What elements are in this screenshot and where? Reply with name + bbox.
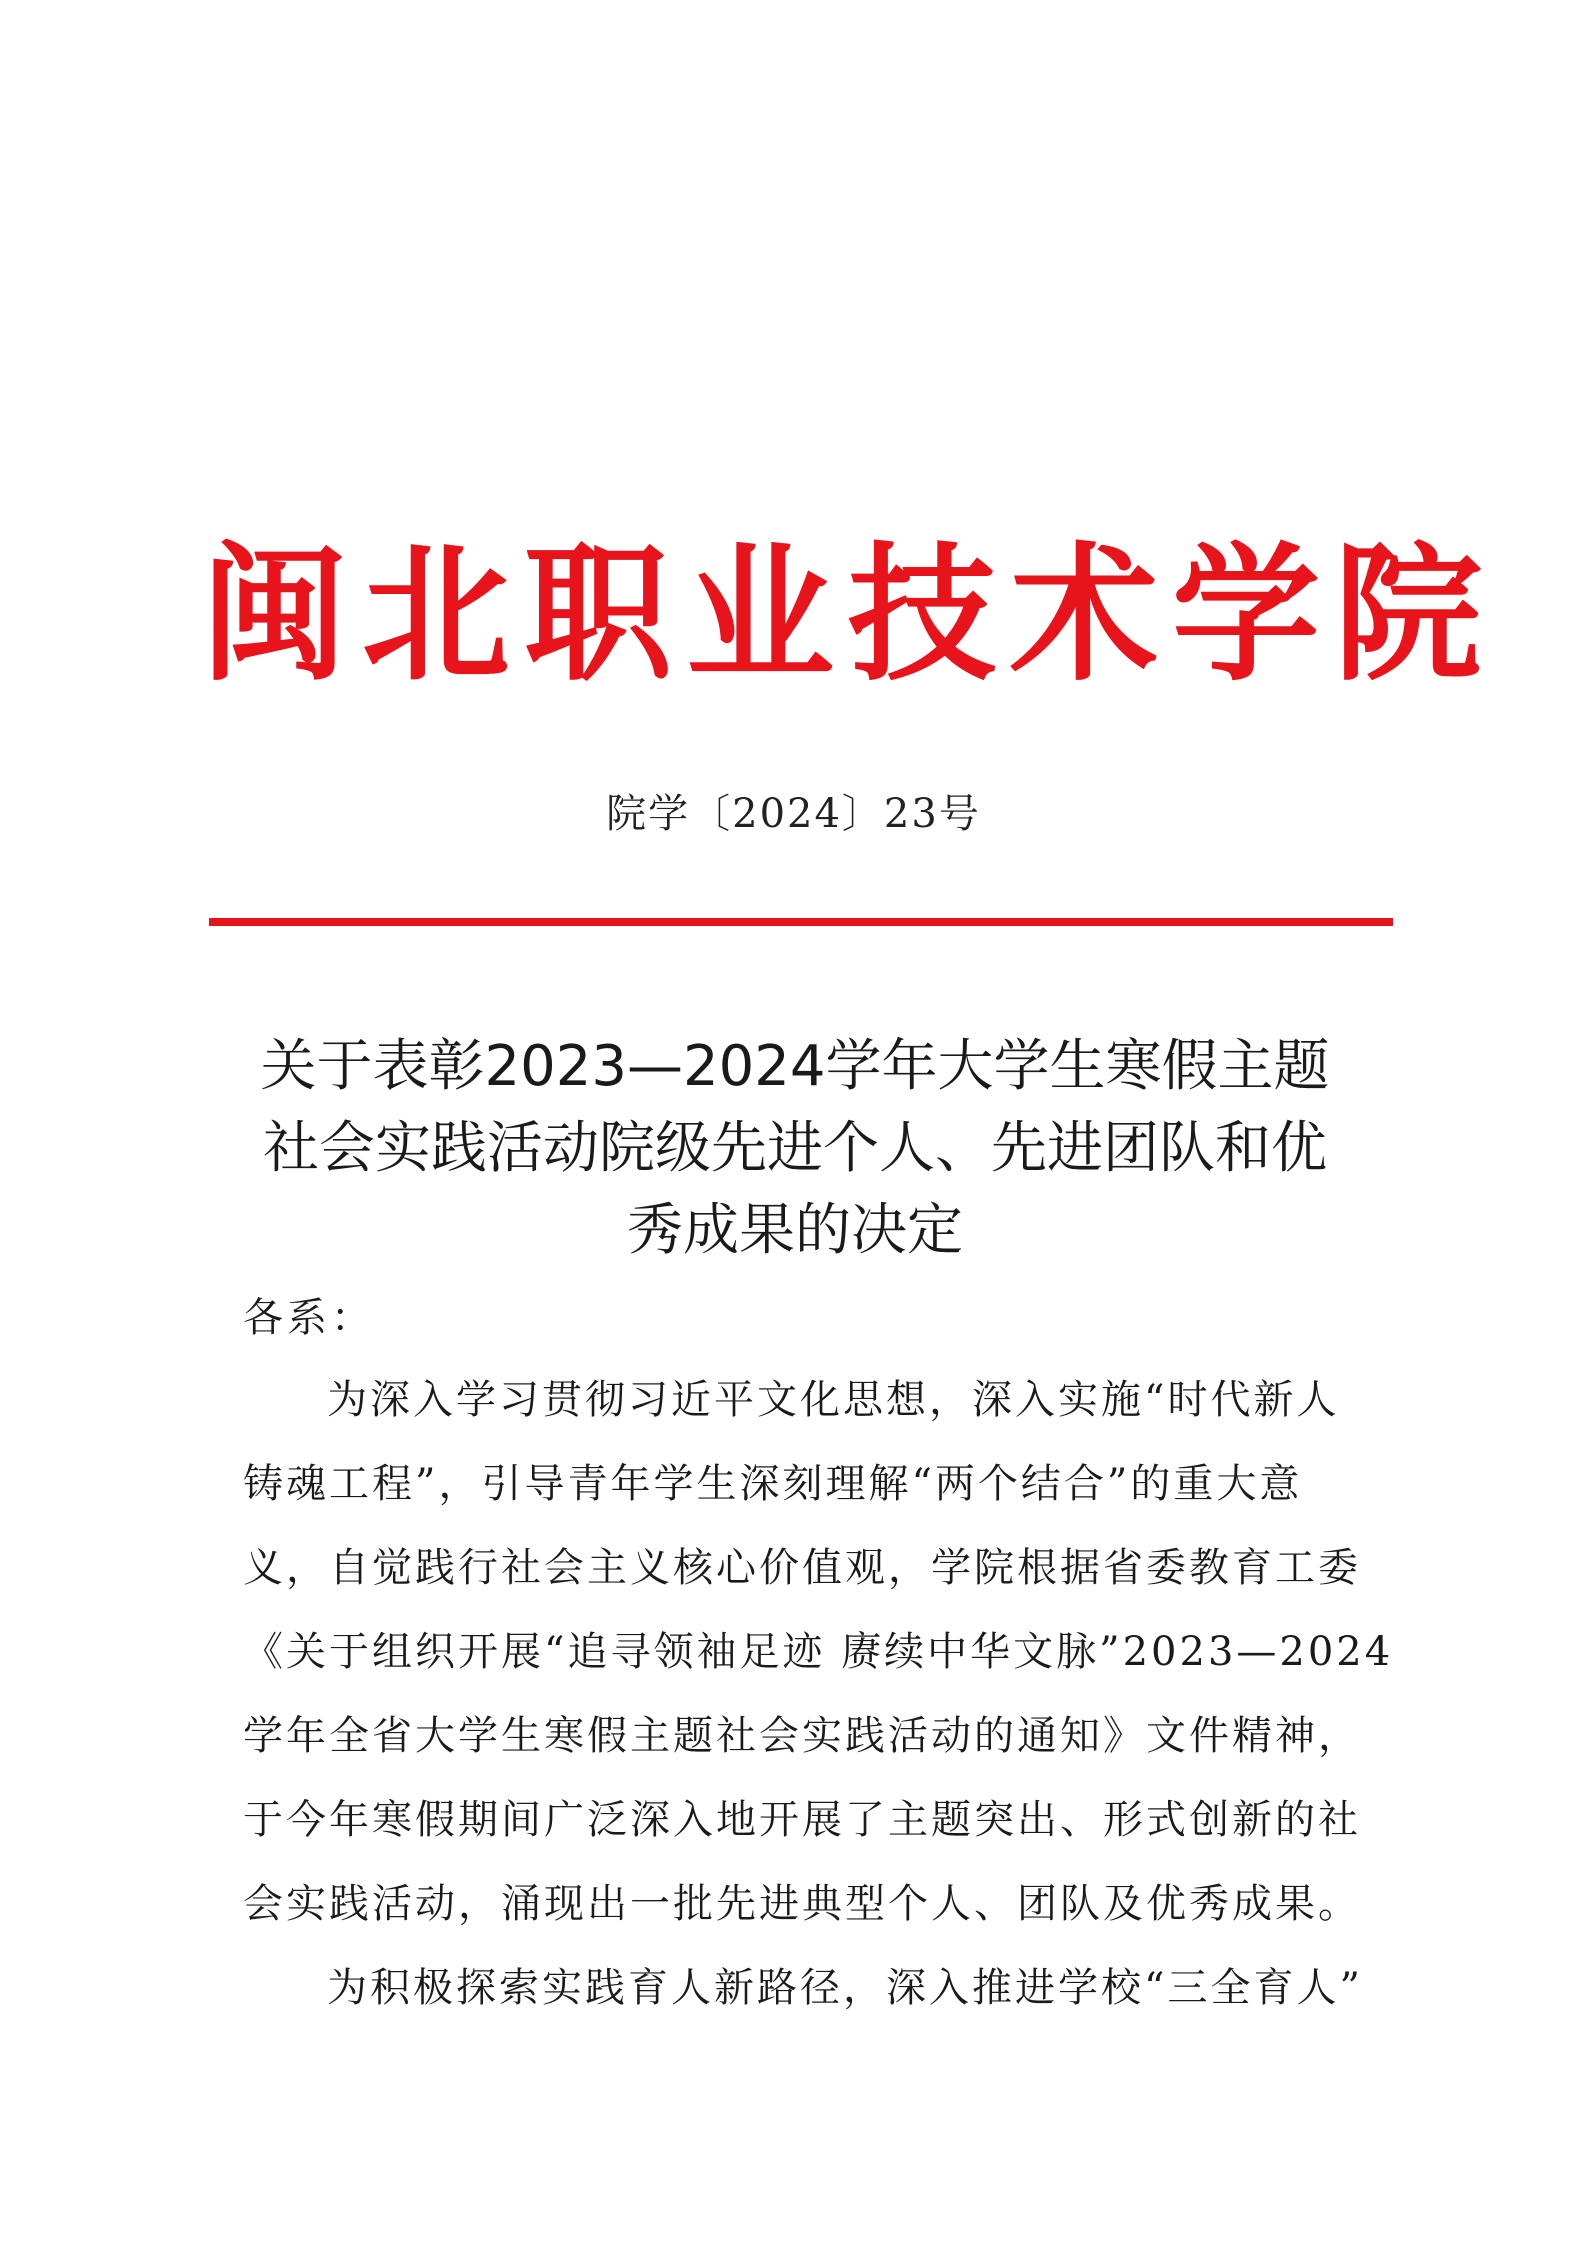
title-line-1: 关于表彰2023—2024学年大学生寒假主题 (260, 1034, 1330, 1099)
paragraph-line: 《关于组织开展“追寻领袖足迹 赓续中华文脉”2023—2024 (243, 1629, 1394, 1675)
paragraph-line: 会实践活动，涌现出一批先进典型个人、团队及优秀成果。 (243, 1881, 1361, 1927)
title-line-3: 秀成果的决定 (627, 1198, 963, 1263)
document-title (200, 1026, 1390, 1272)
document-number: 院学〔2024〕23号 (606, 791, 981, 837)
body-paragraph-1 (243, 1358, 1394, 1946)
paragraph-line: 为积极探索实践育人新路径，深入推进学校“三全育人” (327, 1965, 1363, 2011)
salutation: 各系： (243, 1295, 375, 1341)
paragraph-line: 义，自觉践行社会主义核心价值观，学院根据省委教育工委 (243, 1545, 1361, 1591)
title-line-2: 社会实践活动院级先进个人、先进团队和优 (263, 1116, 1327, 1181)
institution-masthead: 闽北职业技术学院 (200, 529, 1496, 701)
paragraph-line: 为深入学习贯彻习近平文化思想，深入实施“时代新人 (327, 1377, 1340, 1423)
paragraph-line: 于今年寒假期间广泛深入地开展了主题突出、形式创新的社 (243, 1797, 1361, 1843)
body-paragraph-2 (243, 1946, 1363, 2030)
red-divider-line (209, 918, 1393, 926)
paragraph-line: 学年全省大学生寒假主题社会实践活动的通知》文件精神， (243, 1713, 1361, 1759)
paragraph-line: 铸魂工程”，引导青年学生深刻理解“两个结合”的重大意 (243, 1461, 1303, 1507)
